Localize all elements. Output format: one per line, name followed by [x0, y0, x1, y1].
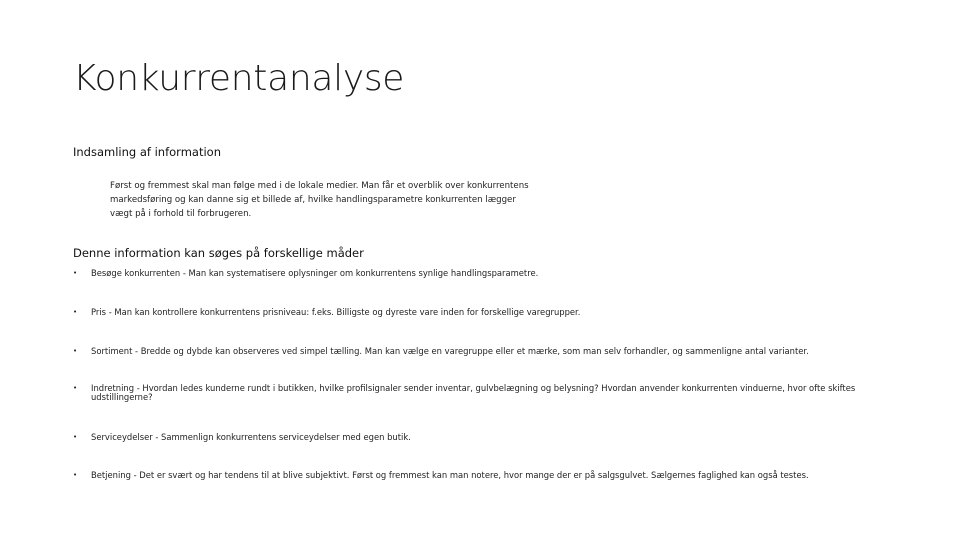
section-heading-information: Indsamling af information: [73, 145, 221, 159]
bullet-icon: •: [73, 471, 78, 479]
section-heading-methods: Denne information kan søges på forskellige måder: [73, 246, 364, 260]
bullet-icon: •: [73, 433, 78, 441]
bullet-icon: •: [73, 308, 78, 316]
bullet-icon: •: [73, 384, 78, 392]
bullet-text: Serviceydelser - Sammenlign konkurrentens serviceydelser med egen butik.: [91, 432, 411, 442]
slide-title: Konkurrentanalyse: [73, 58, 405, 99]
bullet-icon: •: [73, 269, 78, 277]
intro-paragraph: Først og fremmest skal man følge med i de lokale medier. Man får et overblik over konkurrentens markedsføring og kan danne sig et billede af, hvilke handlingsparametre konkurrenten lægger vægt på i forhold til forbrugeren.: [110, 181, 529, 219]
bullet-icon: •: [73, 347, 78, 355]
bullet-text: Besøge konkurrenten - Man kan systematisere oplysninger om konkurrentens synlige handlingsparametre.: [91, 268, 539, 278]
bullet-text: Indretning - Hvordan ledes kunderne rundt i butikken, hvilke profilsignaler sender inventar, gulvbelægning og belysning? Hvordan anvender konkurrenten vinduerne, hvor ofte skiftes udstillingerne?: [91, 383, 856, 402]
bullet-text: Sortiment - Bredde og dybde kan observeres ved simpel tælling. Man kan vælge en varegruppe eller et mærke, som man selv forhandler, og sammenligne antal varianter.: [91, 346, 809, 356]
bullet-text: Betjening - Det er svært og har tendens til at blive subjektivt. Først og fremmest kan man notere, hvor mange der er på salgsgulvet. Sælgernes faglighed kan også testes.: [91, 470, 809, 480]
bullet-text: Pris - Man kan kontrollere konkurrentens prisniveau: f.eks. Billigste og dyreste vare inden for forskellige varegrupper.: [91, 307, 581, 317]
